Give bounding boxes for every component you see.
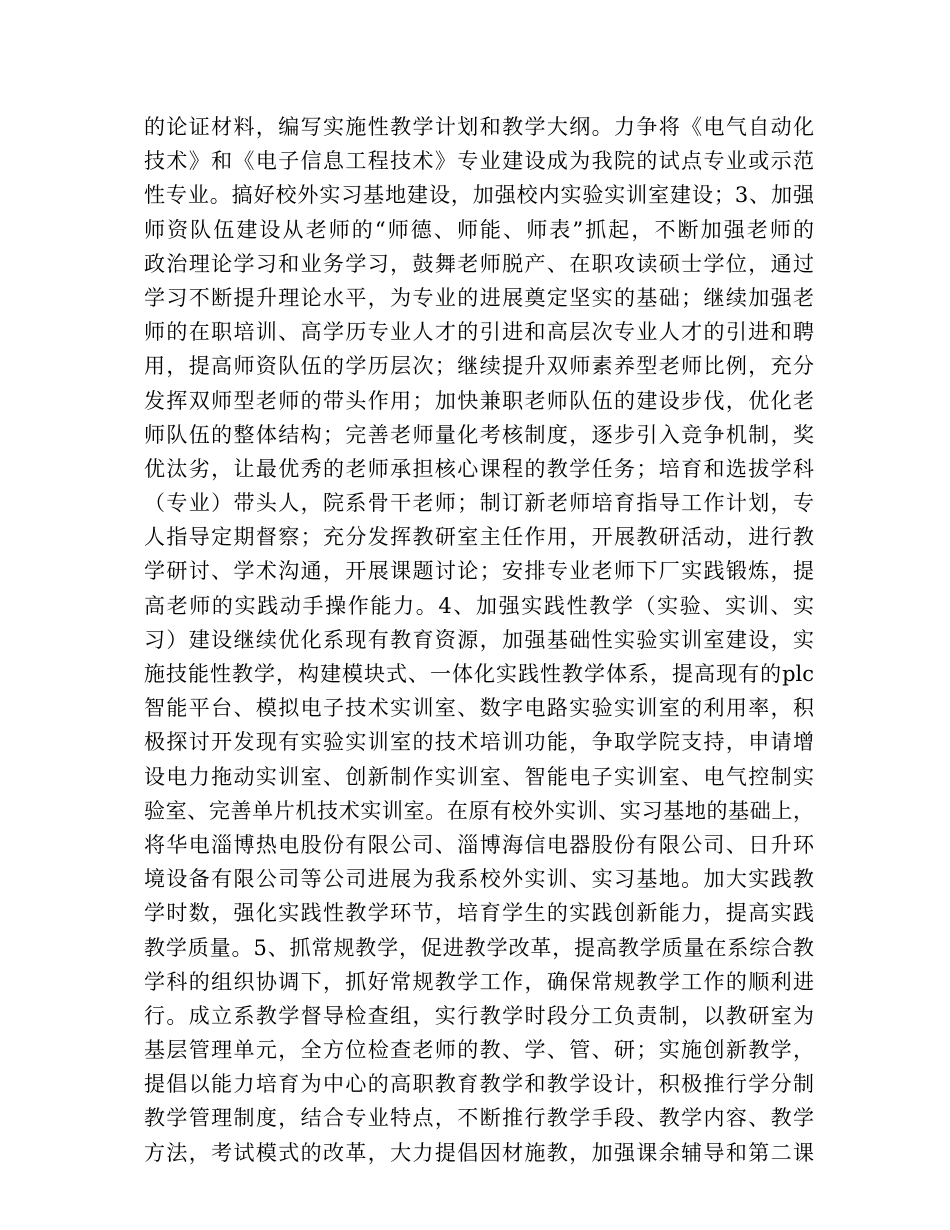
text-line: 习）建设继续优化系现有教育资源，加强基础性实验实训室建设，实 (144, 627, 814, 652)
text-line: 优汰劣，让最优秀的老师承担核心课程的教学任务；培育和选拔学科 (144, 456, 814, 481)
text-line: 人指导定期督察；充分发挥教研室主任作用，开展教研活动，进行教 (144, 525, 814, 550)
text-line: 基层管理单元，全方位检查老师的教、学、管、研；实施创新教学， (144, 1038, 814, 1063)
text-line: 政治理论学习和业务学习，鼓舞老师脱产、在职攻读硕士学位，通过 (144, 251, 814, 276)
text-line: 验室、完善单片机技术实训室。在原有校外实训、实习基地的基础上， (144, 798, 814, 823)
text-line: 学研讨、学术沟通，开展课题讨论；安排专业老师下厂实践锻炼，提 (144, 559, 814, 584)
text-line: 技术》和《电子信息工程技术》专业建设成为我院的试点专业或示范 (144, 149, 814, 174)
text-line: 智能平台、模拟电子技术实训室、数字电路实验实训室的利用率，积 (144, 696, 814, 721)
text-line: 教学质量。5、抓常规教学，促进教学改革，提高教学质量在系综合教 (144, 935, 814, 960)
body-text (144, 110, 814, 1170)
text-line: 极探讨开发现有实验实训室的技术培训功能，争取学院支持，申请增 (144, 730, 814, 755)
text-line: 发挥双师型老师的带头作用；加快兼职老师队伍的建设步伐，优化老 (144, 388, 814, 413)
text-line: 施技能性教学，构建模块式、一体化实践性教学体系，提高现有的plc (144, 662, 814, 686)
text-line: 师的在职培训、高学历专业人才的引进和高层次专业人才的引进和聘 (144, 320, 814, 345)
text-line: 设电力拖动实训室、创新制作实训室、智能电子实训室、电气控制实 (144, 764, 814, 789)
text-line: 师资队伍建设从老师的“师德、师能、师表”抓起，不断加强老师的 (144, 217, 814, 242)
text-line: 学时数，强化实践性教学环节，培育学生的实践创新能力，提高实践 (144, 901, 814, 926)
text-line: 的论证材料，编写实施性教学计划和教学大纲。力争将《电气自动化 (144, 115, 814, 139)
text-line: 学科的组织协调下，抓好常规教学工作，确保常规教学工作的顺利进 (144, 969, 814, 994)
text-line: （专业）带头人，院系骨干老师；制订新老师培育指导工作计划，专 (144, 491, 814, 516)
text-line: 性专业。搞好校外实习基地建设，加强校内实验实训室建设；3、加强 (144, 183, 814, 208)
text-line: 境设备有限公司等公司进展为我系校外实训、实习基地。加大实践教 (144, 867, 814, 892)
text-line: 师队伍的整体结构；完善老师量化考核制度，逐步引入竞争机制，奖 (144, 422, 814, 447)
text-line: 用，提高师资队伍的学历层次；继续提升双师素养型老师比例，充分 (144, 354, 814, 379)
text-line: 教学管理制度，结合专业特点，不断推行教学手段、教学内容、教学 (144, 1106, 814, 1131)
text-line: 高老师的实践动手操作能力。4、加强实践性教学（实验、实训、实 (144, 593, 814, 618)
text-line: 方法，考试模式的改革，大力提倡因材施教，加强课余辅导和第二课 (144, 1140, 814, 1165)
text-line: 提倡以能力培育为中心的高职教育教学和教学设计，积极推行学分制 (144, 1072, 814, 1097)
text-line: 学习不断提升理论水平，为专业的进展奠定坚实的基础；继续加强老 (144, 285, 814, 310)
text-line: 行。成立系教学督导检查组，实行教学时段分工负责制，以教研室为 (144, 1003, 814, 1028)
text-line: 将华电淄博热电股份有限公司、淄博海信电器股份有限公司、日升环 (144, 832, 814, 857)
